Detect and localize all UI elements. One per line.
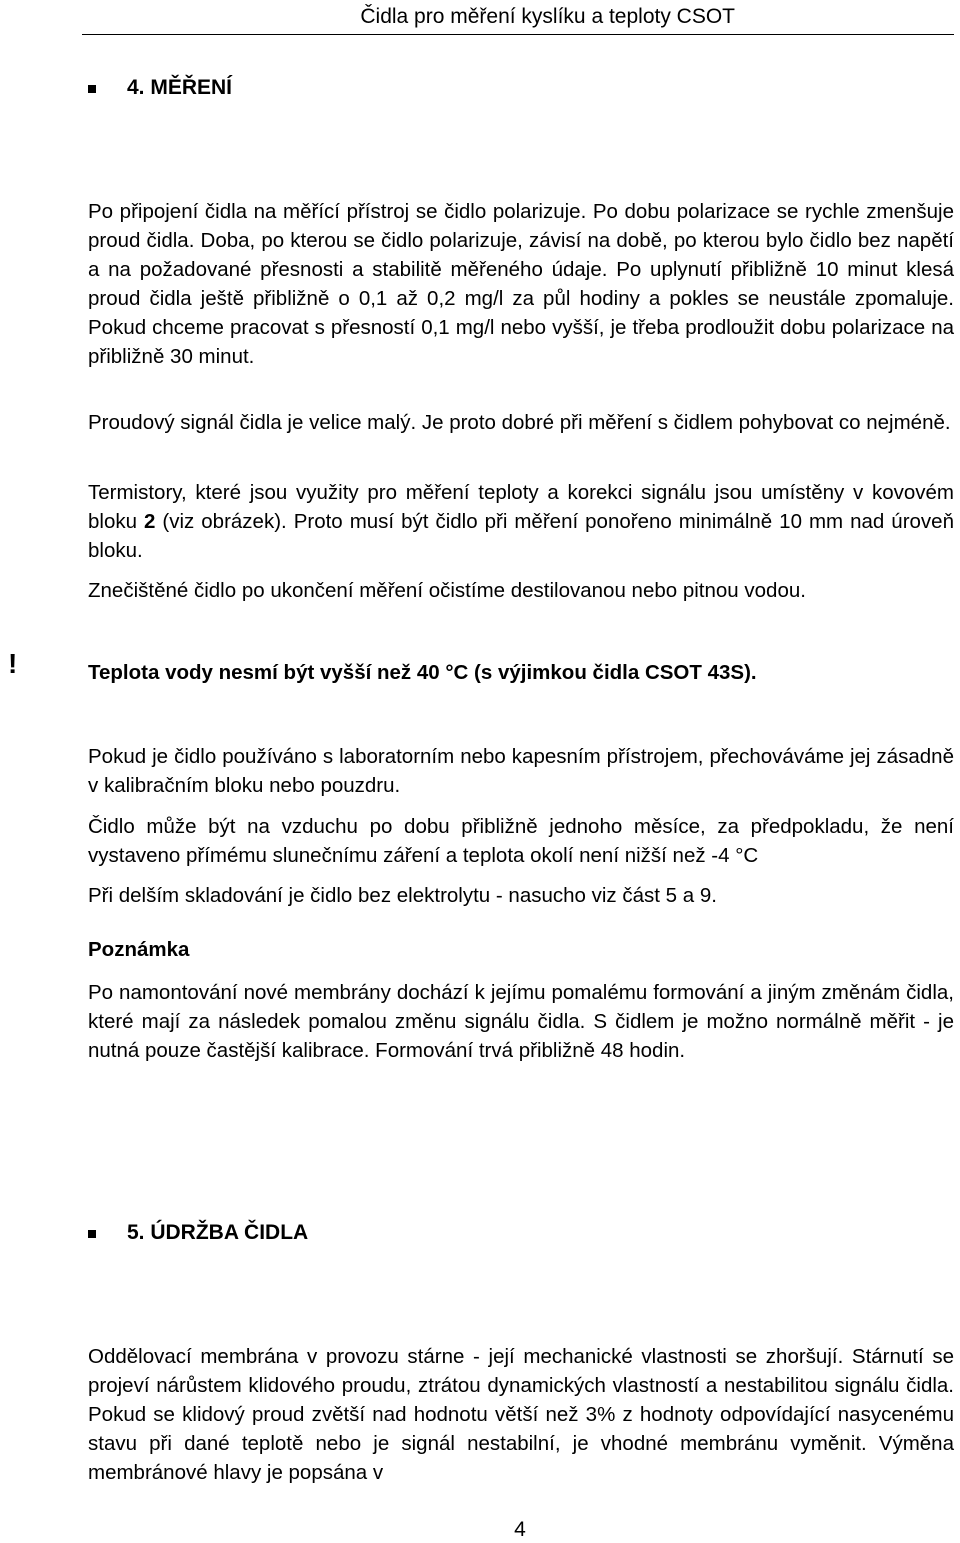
paragraph-membrane-forming: Po namontování nové membrány dochází k jejímu pomalému formování a jiným změnám čidla, které mají za následek pomalou změnu signálu čidla. S čidlem je možno normálně měřit - je nutná pouze častější kalibrace. Formování trvá přibližně 48 hodin. [88, 981, 954, 1062]
section-bullet-icon [88, 1230, 96, 1238]
running-header: Čidla pro měření kyslíku a teploty CSOT [360, 5, 735, 28]
paragraph-air-exposure: Čidlo může být na vzduchu po dobu přibližně jednoho měsíce, za předpokladu, že není vystaveno přímému slunečnímu záření a teplota okolí není nižší než -4 °C [88, 815, 954, 867]
paragraph-signal: Proudový signál čidla je velice malý. Je proto dobré při měření s čidlem pohybovat co nejméně. [88, 411, 951, 434]
warning-exclamation-icon: ! [8, 648, 18, 679]
note-heading: Poznámka [88, 938, 190, 961]
paragraph-storage-block: Pokud je čidlo používáno s laboratorním nebo kapesním přístrojem, přechováváme jej zásadně v kalibračním bloku nebo pouzdru. [88, 745, 954, 797]
page-number: 4 [514, 1518, 526, 1541]
paragraph-cleaning: Znečištěné čidlo po ukončení měření očistíme destilovanou nebo pitnou vodou. [88, 579, 806, 602]
section-heading-maintenance: 5. ÚDRŽBA ČIDLA [127, 1221, 309, 1244]
header-rule [82, 34, 954, 35]
paragraph-polarization: Po připojení čidla na měřící přístroj se čidlo polarizuje. Po dobu polarizace se rychle zmenšuje proud čidla. Doba, po kterou se čidlo polarizuje, závisí na době, po kterou bylo čidlo bez napětí a na požadované přesnosti a stabilitě měřeného údaje. Po uplynutí přibližně 10 minut klesá proud čidla ještě přibližně o 0,1 až 0,2 mg/l za půl hodiny a pokles se neustále zpomaluje. Pokud chceme pracovat s přesností 0,1 mg/l nebo vyšší, je třeba prodloužit dobu polarizace na přibližně 30 minut. [88, 200, 954, 368]
figure-reference-number: 2 [144, 510, 156, 533]
thermistors-text-start: Termistory, které jsou využity pro měření teploty a korekci signálu jsou umístěny v kovovém bloku [88, 481, 954, 533]
section-heading-measurement: 4. MĚŘENÍ [127, 76, 233, 99]
warning-temperature: Teplota vody nesmí být vyšší než 40 °C (s výjimkou čidla CSOT 43S). [88, 661, 757, 684]
paragraph-membrane-aging: Oddělovací membrána v provozu stárne - její mechanické vlastnosti se zhoršují. Stárnutí se projeví nárůstem klidového proudu, ztrátou dynamických vlastností a nestabilitou signálu čidla. Pokud se klidový proud zvětší nad hodnotu větší než 3% z hodnoty odpovídající nasycenému stavu při dané teplotě nebo je signál nestabilní, je vhodné membránu vyměnit. Výměna membránové hlavy je popsána v [88, 1345, 954, 1484]
paragraph-long-storage: Při delším skladování je čidlo bez elektrolytu - nasucho viz část 5 a 9. [88, 884, 717, 907]
section-bullet-icon [88, 85, 96, 93]
paragraph-thermistors [88, 478, 954, 565]
thermistors-text-end: (viz obrázek). Proto musí být čidlo při měření ponořeno minimálně 10 mm nad úroveň bloku. [88, 510, 954, 562]
